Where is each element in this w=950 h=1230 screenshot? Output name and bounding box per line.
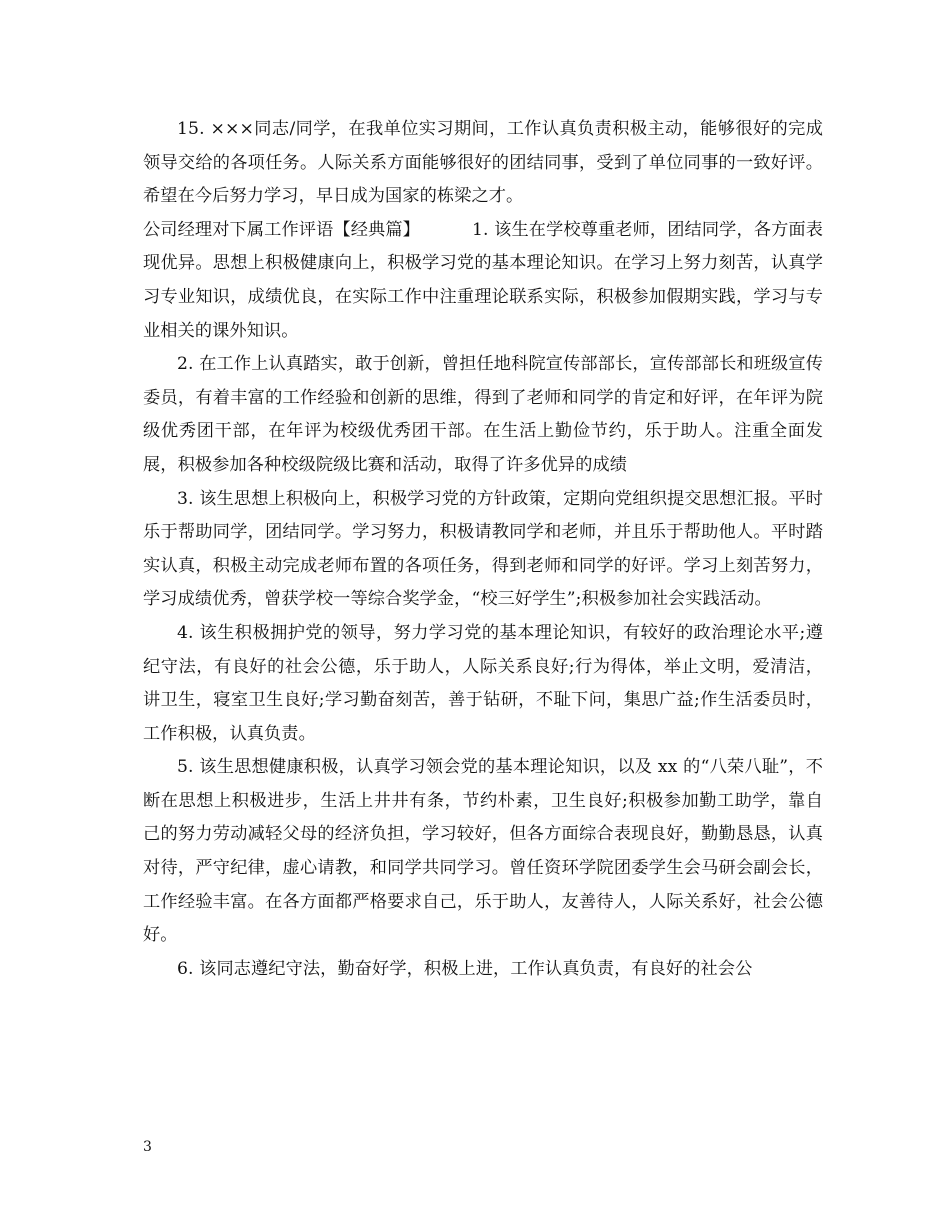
paragraph-3: 3. 该生思想上积极向上，积极学习党的方针政策，定期向党组织提交思想汇报。平时乐于帮助同学，团结同学。学习努力，积极请教同学和老师，并且乐于帮助他人。平时踏实认真，积极主动完成老师布置的各项任务，得到老师和同学的好评。学习上刻苦努力，学习成绩优秀，曾获学校一等综合奖学金，“校三好学生”;积极参加社会实践活动。 bbox=[143, 488, 823, 610]
paragraph-section-start bbox=[143, 214, 823, 348]
page-number: 3 bbox=[143, 1139, 152, 1155]
paragraph-4: 4. 该生积极拥护党的领导，努力学习党的基本理论知识，有较好的政治理论水平;遵纪守法，有良好的社会公德，乐于助人，人际关系良好;行为得体，举止文明，爱清洁，讲卫生，寝室卫生良好;学习勤奋刻苦，善于钻研，不耻下问，集思广益;作生活委员时，工作积极，认真负责。 bbox=[143, 622, 823, 744]
paragraph-2: 2. 在工作上认真踏实，敢于创新，曾担任地科院宣传部部长，宣传部部长和班级宣传委员，有着丰富的工作经验和创新的思维，得到了老师和同学的肯定和好评，在年评为院级优秀团干部，在年评为校级优秀团干部。在生活上勤俭节约，乐于助人。注重全面发展，积极参加各种校级院级比赛和活动，取得了许多优异的成绩 bbox=[143, 354, 823, 475]
paragraph-5: 5. 该生思想健康积极，认真学习领会党的基本理论知识，以及 xx 的“八荣八耻”，不断在思想上积极进步，生活上井井有条，节约朴素，卫生良好;积极参加勤工助学，靠自己的努力劳动减轻父母的经济负担，学习较好，但各方面综合表现良好，勤勤恳恳，认真对待，严守纪律，虚心请教，和同学共同学习。曾任资环学院团委学生会马研会副会长，工作经验丰富。在各方面都严格要求自己，乐于助人，友善待人，人际关系好，社会公德好。 bbox=[143, 757, 823, 946]
document-body bbox=[143, 113, 823, 986]
section-heading: 公司经理对下属工作评语【经典篇】 bbox=[143, 219, 420, 240]
paragraph-15: 15. ×××同志/同学，在我单位实习期间，工作认真负责积极主动，能够很好的完成领导交给的各项任务。人际关系方面能够很好的团结同事，受到了单位同事的一致好评。希望在今后努力学习，早日成为国家的栋梁之才。 bbox=[143, 119, 823, 207]
paragraph-6: 6. 该同志遵纪守法，勤奋好学，积极上进，工作认真负责，有良好的社会公 bbox=[177, 958, 753, 979]
paragraph-1: 1. 该生在学校尊重老师，团结同学，各方面表现优异。思想上积极健康向上，积极学习党的基本理论知识。在学习上努力刻苦，认真学习专业知识，成绩优良，在实际工作中注重理论联系实际，积极参加假期实践，学习与专业相关的课外知识。 bbox=[143, 219, 823, 341]
